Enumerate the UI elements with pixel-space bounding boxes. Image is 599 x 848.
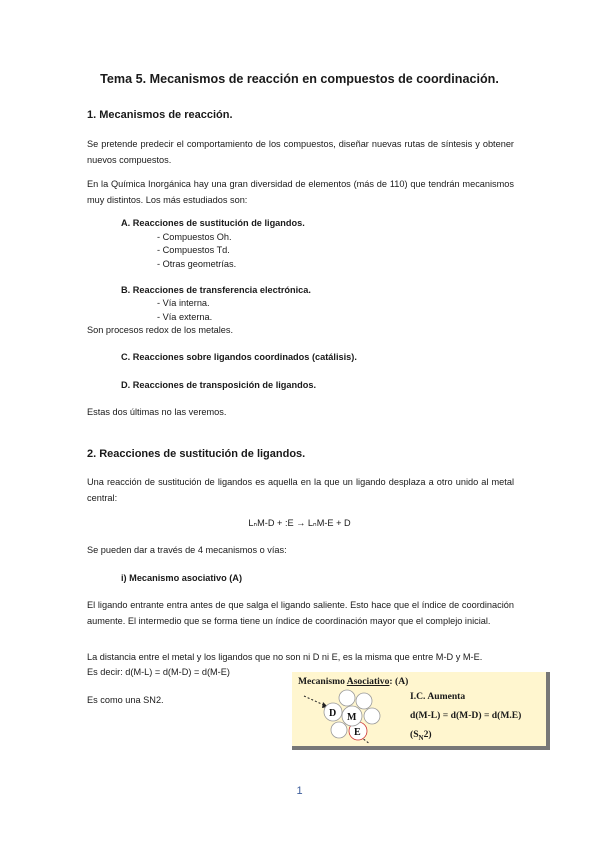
- figure-line-2: d(M-L) = d(M-D) = d(M.E): [410, 710, 522, 721]
- section-2-paragraph-5: Es decir: d(M-L) = d(M-D) = d(M-E): [87, 667, 230, 677]
- mechanism-heading: i) Mecanismo asociativo (A): [121, 573, 242, 583]
- item-a-heading: A. Reacciones de sustitución de ligandos.: [121, 218, 305, 228]
- reaction-equation: LₙM-D + :E → LₙM-E + D: [248, 518, 351, 528]
- ligand-d-label: D: [329, 708, 337, 719]
- figure-title-part-3: : (A): [389, 676, 409, 687]
- figure-title-part-2: Asociativo: [346, 676, 390, 687]
- section-2-paragraph-1: Una reacción de sustitución de ligandos es aquella en la que un ligando desplaza a otro unido al metal central:: [87, 477, 514, 503]
- page-number: 1: [296, 785, 303, 797]
- section-1-closing: Estas dos últimas no las veremos.: [87, 407, 227, 417]
- item-a-sub-2: - Compuestos Td.: [157, 245, 230, 255]
- item-b-sub-2: - Vía externa.: [157, 312, 213, 322]
- metal-label: M: [347, 712, 357, 723]
- section-2-paragraph-6: Es como una SN2.: [87, 695, 164, 705]
- item-a-sub-1: - Compuestos Oh.: [157, 232, 232, 242]
- item-b-heading: B. Reacciones de transferencia electrónica.: [121, 285, 311, 295]
- molecule-diagram: [292, 672, 412, 750]
- item-c-heading: C. Reacciones sobre ligandos coordinados (catálisis).: [121, 352, 357, 362]
- page-title: Tema 5. Mecanismos de reacción en compuestos de coordinación.: [100, 72, 499, 86]
- figure-line-3-part-1: (S: [410, 729, 419, 740]
- section-1-paragraph-2: En la Química Inorgánica hay una gran diversidad de elementos (más de 110) que tendrán mecanismos muy distintos. Los más estudiados son:: [87, 179, 514, 205]
- figure-line-3-subscript: N: [418, 733, 424, 742]
- ligand-sphere-top-right: [356, 693, 372, 709]
- figure-line-3-part-2: 2): [423, 729, 432, 740]
- ligand-sphere-top: [339, 690, 355, 706]
- section-2-paragraph-2: Se pueden dar a través de 4 mecanismos o vías:: [87, 545, 287, 555]
- section-2-paragraph-3: El ligando entrante entra antes de que salga el ligando saliente. Esto hace que el índice de coordinación aumente. El intermedio que se forma tiene un índice de coordinación mayor que el complejo inicial.: [87, 600, 514, 626]
- figure-line-1: I.C. Aumenta: [410, 691, 466, 702]
- figure-title-part-1: Mecanismo: [298, 676, 347, 687]
- figure-line-3: [410, 729, 432, 742]
- ligand-sphere-bottom-left: [331, 722, 347, 738]
- section-2-heading: 2. Reacciones de sustitución de ligandos.: [87, 448, 306, 460]
- ligand-sphere-right: [364, 708, 380, 724]
- section-1-heading: 1. Mecanismos de reacción.: [87, 109, 233, 121]
- section-2-paragraph-4: La distancia entre el metal y los ligandos que no son ni D ni E, es la misma que entre M-D y M-E.: [87, 652, 483, 662]
- item-a-sub-3: - Otras geometrías.: [157, 259, 237, 269]
- item-d-heading: D. Reacciones de transposición de ligandos.: [121, 380, 317, 390]
- item-b-sub-1: - Vía interna.: [157, 298, 210, 308]
- ligand-e-label: E: [354, 727, 361, 738]
- section-1-paragraph-1: Se pretende predecir el comportamiento de los compuestos, diseñar nuevas rutas de síntesis y obtener nuevos compuestos.: [87, 139, 514, 165]
- associative-mechanism-figure: [292, 672, 550, 750]
- redox-note: Son procesos redox de los metales.: [87, 325, 234, 335]
